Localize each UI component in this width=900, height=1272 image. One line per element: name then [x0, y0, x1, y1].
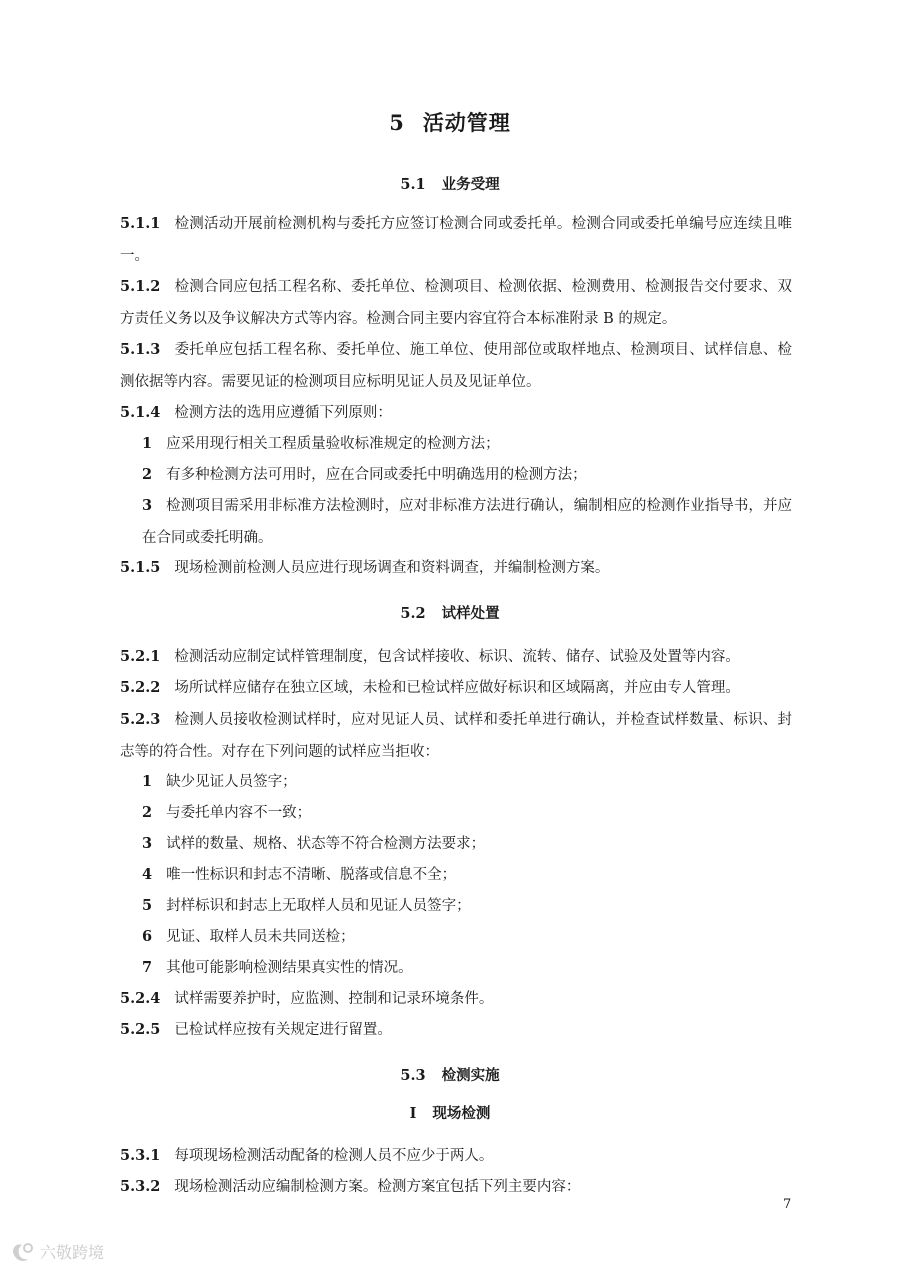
brand-logo-icon	[10, 1241, 36, 1263]
page-number: 7	[783, 1197, 792, 1212]
clause-5-2-3-item-6: 6 见证、取样人员未共同送检；	[142, 928, 355, 945]
clause-5-3-1: 5.3.1 每项现场检测活动配备的检测人员不应少于两人。	[120, 1147, 494, 1164]
chapter-number: 5	[389, 110, 405, 135]
section-title-5-2: 5.2 试样处置	[400, 605, 500, 622]
section-title-5-3: 5.3 检测实施	[400, 1067, 500, 1084]
clause-5-1-2: 5.1.2 检测合同应包括工程名称、委托单位、检测项目、检测依据、检测费用、检测报告交付要求、双方责任义务以及争议解决方式等内容。检测合同主要内容宜符合本标准附录 B 的规定。	[120, 278, 792, 327]
chapter-title	[0, 109, 900, 137]
section-title-5-1: 5.1 业务受理	[400, 176, 500, 193]
chapter-title-text: 活动管理	[422, 110, 511, 135]
clause-5-2-3-item-2: 2 与委托单内容不一致；	[142, 804, 312, 821]
clause-5-1-4-item-1: 1 应采用现行相关工程质量验收标准规定的检测方法；	[142, 435, 500, 452]
clause-5-2-3-item-3: 3 试样的数量、规格、状态等不符合检测方法要求；	[142, 835, 486, 852]
watermark-text: 六敬跨境	[40, 1243, 105, 1262]
clause-5-1-5: 5.1.5 现场检测前检测人员应进行现场调查和资料调查，并编制检测方案。	[120, 559, 610, 576]
clause-5-2-1: 5.2.1 检测活动应制定试样管理制度，包含试样接收、标识、流转、储存、试验及处置等内容。	[120, 648, 740, 665]
clause-5-1-3: 5.1.3 委托单应包括工程名称、委托单位、施工单位、使用部位或取样地点、检测项目、试样信息、检测依据等内容。需要见证的检测项目应标明见证人员及见证单位。	[120, 341, 792, 390]
clause-5-2-4: 5.2.4 试样需要养护时，应监测、控制和记录环境条件。	[120, 990, 494, 1007]
clause-5-2-2: 5.2.2 场所试样应储存在独立区域，未检和已检试样应做好标识和区域隔离，并应由专人管理。	[120, 679, 740, 696]
clause-5-1-4-item-3: 3 检测项目需采用非标准方法检测时，应对非标准方法进行确认，编制相应的检测作业指导书，并应在合同或委托明确。	[142, 497, 792, 546]
clause-5-2-3-item-1: 1 缺少见证人员签字；	[142, 773, 297, 790]
clause-5-2-5: 5.2.5 已检试样应按有关规定进行留置。	[120, 1021, 392, 1038]
clause-5-3-2: 5.3.2 现场检测活动应编制检测方案。检测方案宜包括下列主要内容：	[120, 1178, 581, 1195]
clause-5-1-1: 5.1.1 检测活动开展前检测机构与委托方应签订检测合同或委托单。检测合同或委托单编号应连续且唯一。	[120, 215, 792, 264]
clause-5-2-3-item-5: 5 封样标识和封志上无取样人员和见证人员签字；	[142, 897, 471, 914]
subsection-title-field-testing: I 现场检测	[409, 1105, 491, 1122]
clause-5-2-3-item-4: 4 唯一性标识和封志不清晰、脱落或信息不全；	[142, 866, 457, 883]
watermark	[10, 1240, 104, 1263]
clause-5-1-4: 5.1.4 检测方法的选用应遵循下列原则：	[120, 404, 392, 421]
clause-5-2-3-item-7: 7 其他可能影响检测结果真实性的情况。	[142, 959, 413, 976]
clause-5-1-4-item-2: 2 有多种检测方法可用时，应在合同或委托中明确选用的检测方法；	[142, 466, 587, 483]
clause-5-2-3: 5.2.3 检测人员接收检测试样时，应对见证人员、试样和委托单进行确认，并检查试样数量、标识、封志等的符合性。对存在下列问题的试样应当拒收：	[120, 711, 792, 760]
